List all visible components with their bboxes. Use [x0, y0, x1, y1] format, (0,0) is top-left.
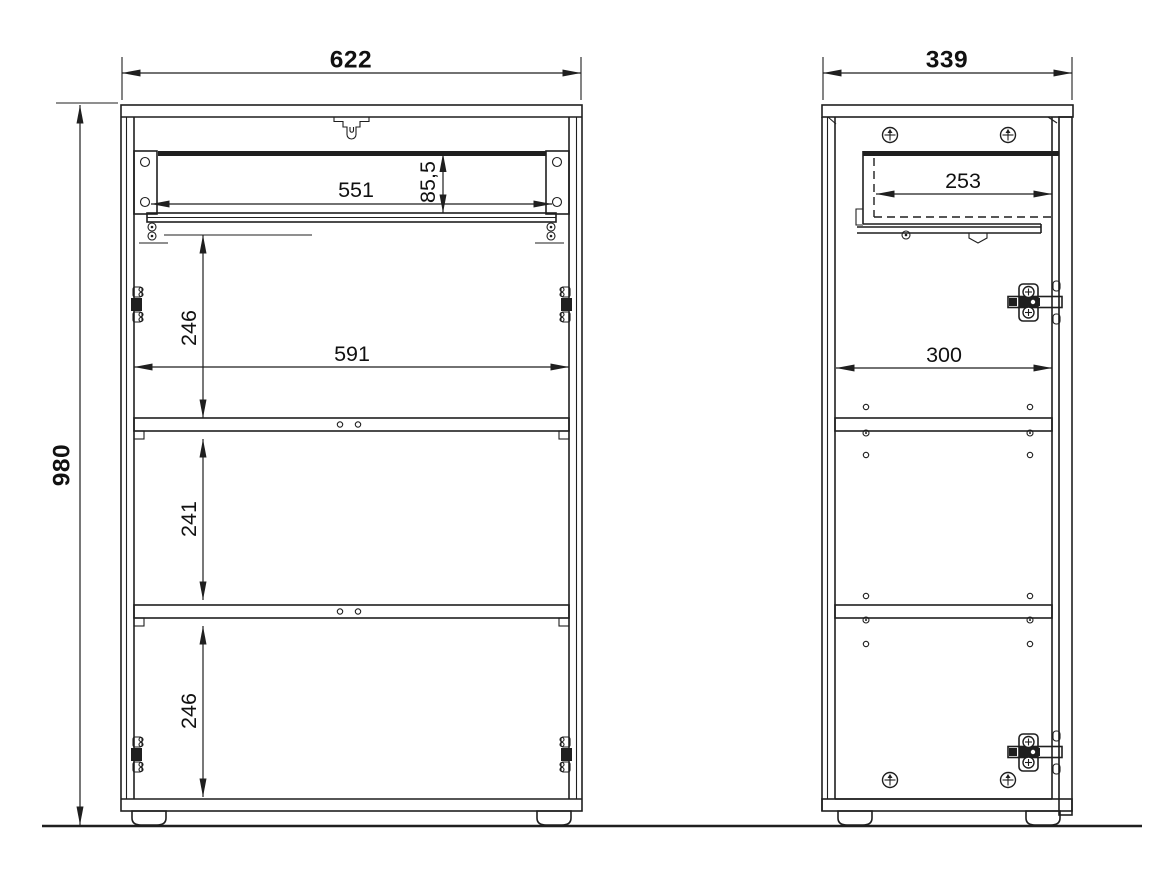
shelf-corner-bracket — [134, 618, 144, 626]
dim-text-inner-width: 591 — [334, 342, 370, 366]
cam-hole-dot — [1029, 432, 1031, 434]
side-drawer — [856, 151, 1059, 243]
drawer-back-bracket — [856, 209, 863, 225]
front-dimensions — [49, 47, 582, 826]
front-hinge-top-left — [131, 287, 143, 322]
pin-hole — [863, 452, 868, 457]
top-hanger-bracket-inner — [350, 127, 354, 132]
side-hinge-bottom — [1008, 731, 1062, 774]
shelf-corner-bracket — [559, 431, 569, 439]
pin-hole — [1027, 452, 1032, 457]
side-view — [822, 47, 1073, 826]
dim-text-overall-depth: 339 — [925, 46, 969, 74]
cam-screw-top-front — [1001, 128, 1016, 143]
shelf-corner-bracket — [559, 618, 569, 626]
side-left-foot — [838, 811, 872, 825]
hinge-arm-segment — [1021, 748, 1025, 756]
runner-wheel-axle — [905, 234, 908, 237]
hinge-arm-segment — [1009, 748, 1017, 756]
side-carcass — [822, 105, 1073, 815]
pin-hole — [1027, 593, 1032, 598]
cam-hole-dot — [865, 432, 867, 434]
cam-screw-bottom-front — [1001, 773, 1016, 788]
drawer-plate-hole — [141, 158, 150, 167]
side-dimensions — [823, 47, 1072, 369]
front-view — [49, 47, 583, 826]
shelf-corner-bracket — [134, 431, 144, 439]
shelf-lower-side — [835, 605, 1052, 618]
hinge-cup-icon — [131, 748, 142, 761]
cam-screw-top-back — [883, 128, 898, 143]
shelf-pin-hole — [355, 422, 360, 427]
runner-wheel-axle — [151, 235, 154, 238]
side-hinge-top — [1008, 281, 1062, 324]
side-base — [822, 799, 1072, 811]
pin-hole — [1027, 404, 1032, 409]
dim-text-overall-height: 980 — [48, 443, 76, 487]
front-hinge-top-right — [560, 287, 572, 322]
hinge-arm-segment — [1009, 298, 1017, 306]
hinge-cup-icon — [561, 748, 572, 761]
shelf-upper-side — [835, 418, 1052, 431]
dim-text-drawer-height: 85,5 — [416, 161, 440, 203]
side-door-panel — [1059, 117, 1072, 815]
drawer-plate-hole — [141, 198, 150, 207]
dim-text-overall-width: 622 — [329, 46, 373, 74]
front-left-foot — [132, 811, 166, 825]
drawer-plate-hole — [553, 158, 562, 167]
hinge-arm-pivot — [1031, 750, 1035, 754]
cam-screw-bottom-back — [883, 773, 898, 788]
dim-text-bottom-section: 246 — [177, 693, 201, 729]
runner-wheel-axle — [151, 226, 154, 229]
pin-hole — [863, 641, 868, 646]
runner-clip — [969, 233, 987, 243]
pin-hole — [1027, 641, 1032, 646]
shelf-pin-hole — [355, 609, 360, 614]
dim-text-drawer-depth: 253 — [945, 169, 981, 193]
drawer-runner-left — [139, 223, 168, 243]
side-right-foot — [1026, 811, 1060, 825]
cam-hole-dot — [1029, 619, 1031, 621]
runner-wheel-axle — [550, 235, 553, 238]
front-hinge-bottom-left — [131, 737, 143, 772]
top-hanger-bracket — [334, 117, 369, 139]
drawer-runner-right — [535, 223, 564, 243]
front-right-foot — [537, 811, 571, 825]
pin-hole — [863, 593, 868, 598]
side-top-panel — [822, 105, 1073, 117]
drawer-plate-hole — [553, 198, 562, 207]
dim-text-top-section: 246 — [177, 310, 201, 346]
hinge-arm-pivot — [1031, 300, 1035, 304]
runner-wheel-axle — [550, 226, 553, 229]
dim-text-drawer-width: 551 — [338, 178, 374, 202]
shelf-lower — [134, 605, 569, 618]
shelf-pin-hole — [337, 609, 342, 614]
pin-hole — [863, 404, 868, 409]
hinge-arm-segment — [1021, 298, 1025, 306]
hinge-cup-icon — [561, 298, 572, 311]
shelf-upper — [134, 418, 569, 431]
hinge-cup-icon — [131, 298, 142, 311]
shelf-pin-hole — [337, 422, 342, 427]
cam-hole-dot — [865, 619, 867, 621]
side-shelves — [835, 404, 1052, 646]
front-hinge-bottom-right — [560, 737, 572, 772]
dim-text-middle-section: 241 — [177, 501, 201, 537]
dim-text-inner-depth: 300 — [926, 343, 962, 367]
